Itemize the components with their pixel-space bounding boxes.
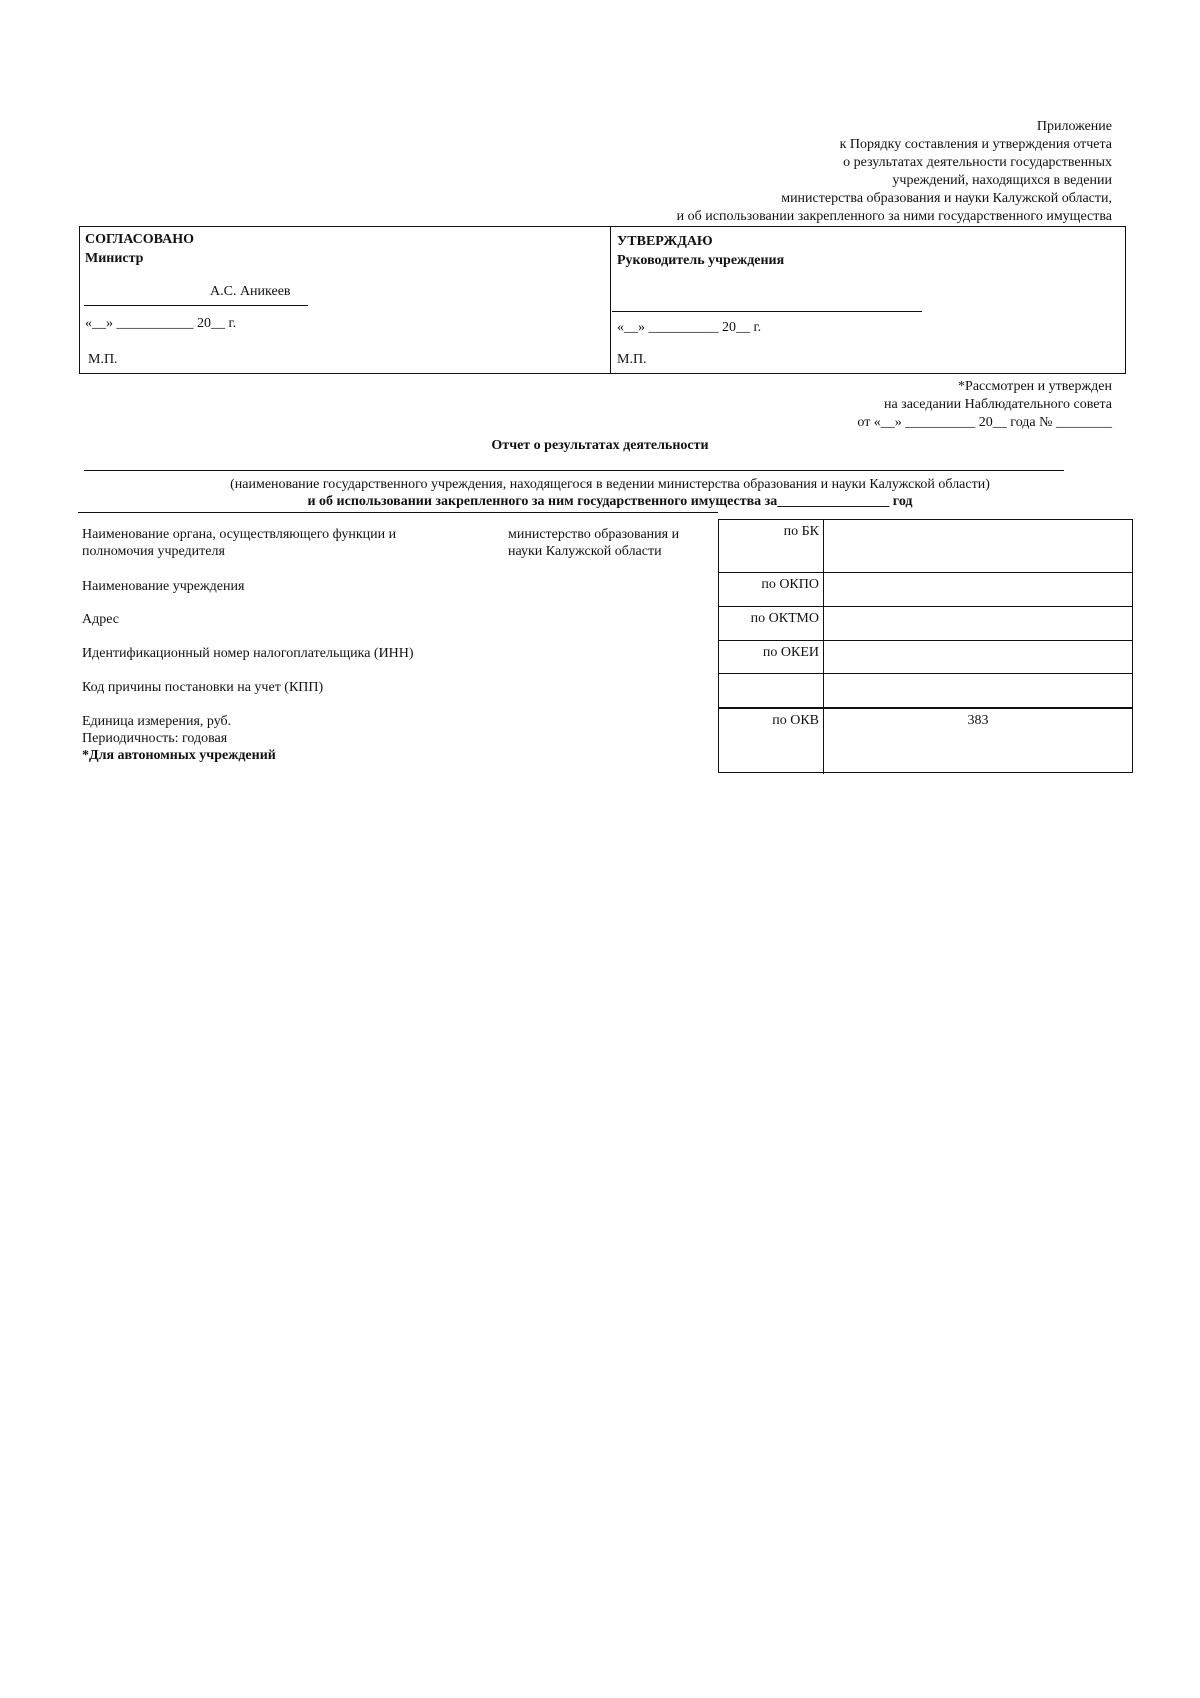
supervisory-note-line: *Рассмотрен и утвержден [958, 379, 1112, 394]
agreed-stamp: М.П. [88, 352, 118, 367]
address-label: Адрес [82, 612, 120, 627]
appendix-line: и об использовании закрепленного за ними государственного имущества [676, 209, 1112, 224]
institution-label: Наименование учреждения [82, 579, 245, 594]
supervisory-note [857, 378, 1112, 432]
unit-label: Единица измерения, руб. [82, 714, 232, 729]
appendix-line: учреждений, находящихся в ведении [892, 173, 1112, 188]
approved-date: «__» __________ 20__ г. [617, 320, 762, 335]
code-value[interactable] [824, 674, 1132, 711]
appendix-line: министерства образования и науки Калужской области, [781, 191, 1112, 206]
agreed-position: Министр [85, 251, 144, 266]
code-row-okpo [719, 573, 1132, 607]
code-label: по ОКТМО [719, 607, 824, 640]
code-row-oktmo [719, 607, 1132, 641]
approved-title: УТВЕРЖДАЮ [617, 234, 713, 249]
appendix-line: Приложение [1036, 119, 1112, 134]
institution-name-caption: (наименование государственного учреждения, находящегося в ведении министерства образования и науки Калужской области) [230, 477, 990, 492]
approval-divider [610, 226, 611, 374]
code-value[interactable] [824, 641, 1132, 677]
code-label: по БК [719, 520, 824, 572]
code-label: по ОКВ [719, 709, 824, 774]
inn-label: Идентификационный номер налогоплательщика (ИНН) [82, 646, 414, 661]
approval-box [79, 226, 1126, 374]
agreed-name: А.С. Аникеев [210, 284, 291, 299]
code-value[interactable] [824, 573, 1132, 610]
table-top-line [78, 512, 718, 513]
code-value[interactable] [824, 607, 1132, 644]
code-row-bk [719, 520, 1132, 573]
periodicity-label: Периодичность: годовая [82, 731, 228, 746]
codes-table [718, 519, 1133, 773]
code-value[interactable] [824, 520, 1132, 576]
appendix-line: к Порядку составления и утверждения отчета [839, 137, 1112, 152]
property-line: и об использовании закрепленного за ним государственного имущества за________________ год [307, 494, 913, 509]
supervisory-note-line: на заседании Наблюдательного совета [883, 397, 1112, 412]
appendix-header [552, 118, 1112, 226]
approved-signature-line [612, 311, 922, 312]
kpp-label: Код причины постановки на учет (КПП) [82, 680, 324, 695]
approved-position: Руководитель учреждения [617, 253, 785, 268]
agreed-date: «__» ___________ 20__ г. [85, 316, 237, 331]
code-row-kpp [719, 674, 1132, 708]
code-value[interactable]: 383 [967, 713, 989, 728]
appendix-line: о результатах деятельности государственных [843, 155, 1112, 170]
founder-value: министерство образования и науки Калужской области [508, 527, 680, 559]
founder-label: Наименование органа, осуществляющего функции и полномочия учредителя [82, 527, 397, 559]
approved-stamp: М.П. [617, 352, 647, 367]
code-row-okei [719, 641, 1132, 674]
autonomous-note: *Для автономных учреждений [82, 748, 276, 763]
code-label [719, 674, 824, 707]
report-subtitle [160, 476, 1060, 510]
agreed-signature-line [84, 305, 308, 306]
report-title: Отчет о результатах деятельности [491, 438, 709, 453]
institution-name-line [84, 470, 1064, 471]
supervisory-note-line: от «__» __________ 20__ года № ________ [857, 415, 1112, 430]
code-label: по ОКПО [719, 573, 824, 606]
code-row-okv [719, 708, 1132, 774]
code-label: по ОКЕИ [719, 641, 824, 673]
agreed-title: СОГЛАСОВАНО [85, 232, 194, 247]
